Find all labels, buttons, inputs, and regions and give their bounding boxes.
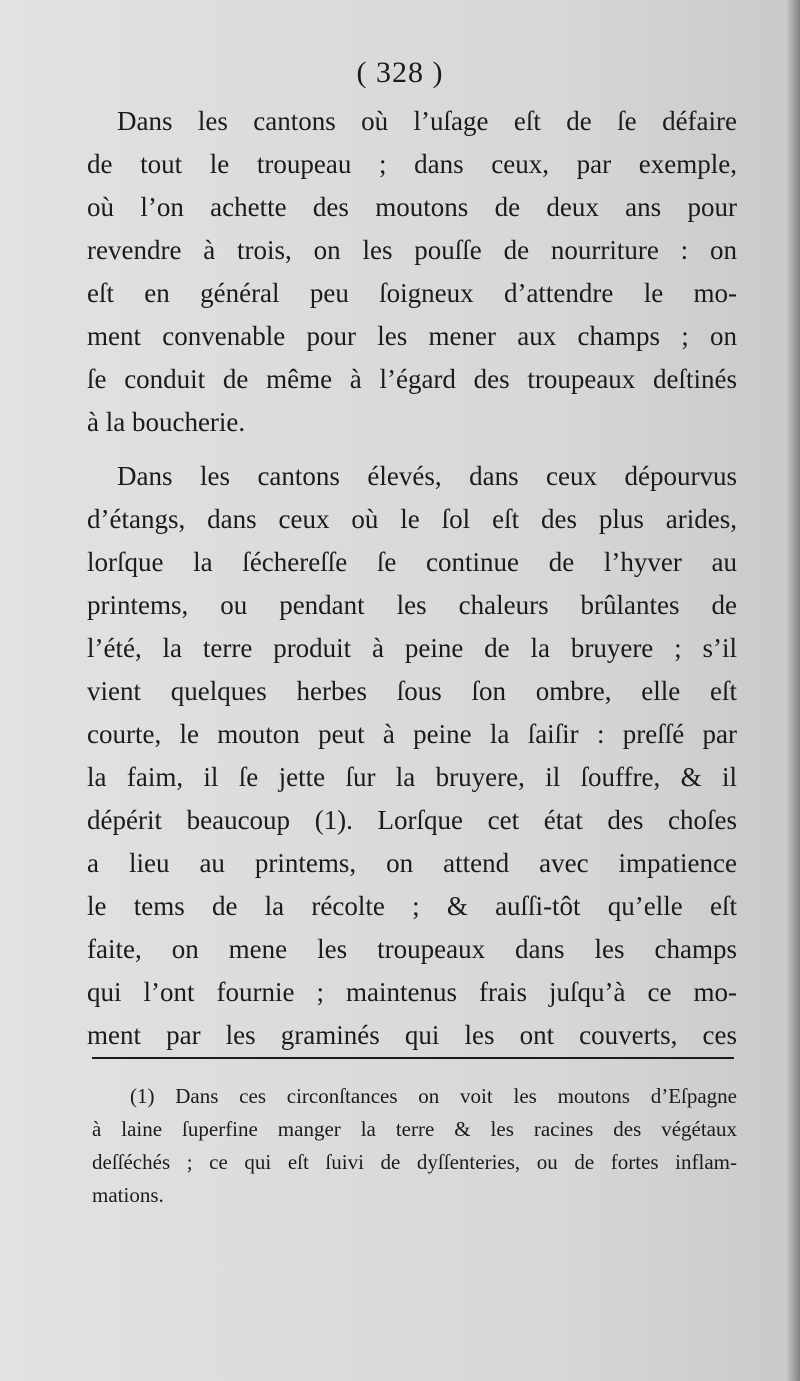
page-number: ( 328 ): [356, 56, 444, 89]
footnote-line: mations.: [92, 1183, 164, 1207]
footnote-line: à laine ſuperfine manger la terre & les racines des végétaux: [92, 1117, 737, 1141]
text-line: qui l’ont fournie ; maintenus frais juſqu’à ce mo-: [87, 977, 737, 1007]
text-line: le tems de la récolte ; & auſſi-tôt qu’elle eſt: [87, 891, 737, 921]
text-line: courte, le mouton peut à peine la ſaiſir : preſſé par: [87, 719, 737, 749]
footnote-line: deſſéchés ; ce qui eſt ſuivi de dyſſenteries, ou de fortes inflam-: [92, 1150, 737, 1174]
text-line: a lieu au printems, on attend avec impatience: [87, 848, 737, 878]
text-line: de tout le troupeau ; dans ceux, par exemple,: [87, 149, 737, 179]
text-line: printems, ou pendant les chaleurs brûlantes de: [87, 590, 737, 620]
text-line: revendre à trois, on les pouſſe de nourriture : on: [87, 235, 737, 265]
footnote-rule: [92, 1057, 734, 1059]
page-edge-shadow: [786, 0, 800, 1381]
text-line: lorſque la ſécherеſſe ſe continue de l’hyver au: [87, 547, 737, 577]
text-line: d’étangs, dans ceux où le ſol eſt des plus arides,: [87, 504, 737, 534]
text-line: l’été, la terre produit à peine de la bruyere ; s’il: [87, 633, 737, 663]
text-line: la faim, il ſe jette ſur la bruyere, il ſouffre, & il: [87, 762, 737, 792]
text-line: Dans les cantons où l’uſage eſt de ſe défaire: [117, 106, 737, 136]
text-line: ment convenable pour les mener aux champs ; on: [87, 321, 737, 351]
paragraph-2: [87, 455, 737, 1057]
text-line: à la boucherie.: [87, 407, 246, 437]
paragraph-1: [87, 100, 737, 444]
text-line: ment par les graminés qui les ont couverts, ces: [87, 1020, 737, 1050]
body-text: [87, 100, 737, 1057]
text-line: vient quelques herbes ſous ſon ombre, elle eſt: [87, 676, 737, 706]
text-line: où l’on achette des moutons de deux ans pour: [87, 192, 737, 222]
footnote-line: (1) Dans ces circonſtances on voit les moutons d’Eſpagne: [130, 1084, 737, 1108]
text-line: ſe conduit de même à l’égard des troupeaux deſtinés: [87, 364, 737, 394]
text-line: faite, on mene les troupeaux dans les champs: [87, 934, 737, 964]
text-line: Dans les cantons élevés, dans ceux dépourvus: [117, 461, 737, 491]
footnote: [92, 1080, 737, 1212]
text-line: dépérit beaucoup (1). Lorſque cet état des choſes: [87, 805, 737, 835]
text-line: eſt en général peu ſoigneux d’attendre le mo-: [87, 278, 737, 308]
